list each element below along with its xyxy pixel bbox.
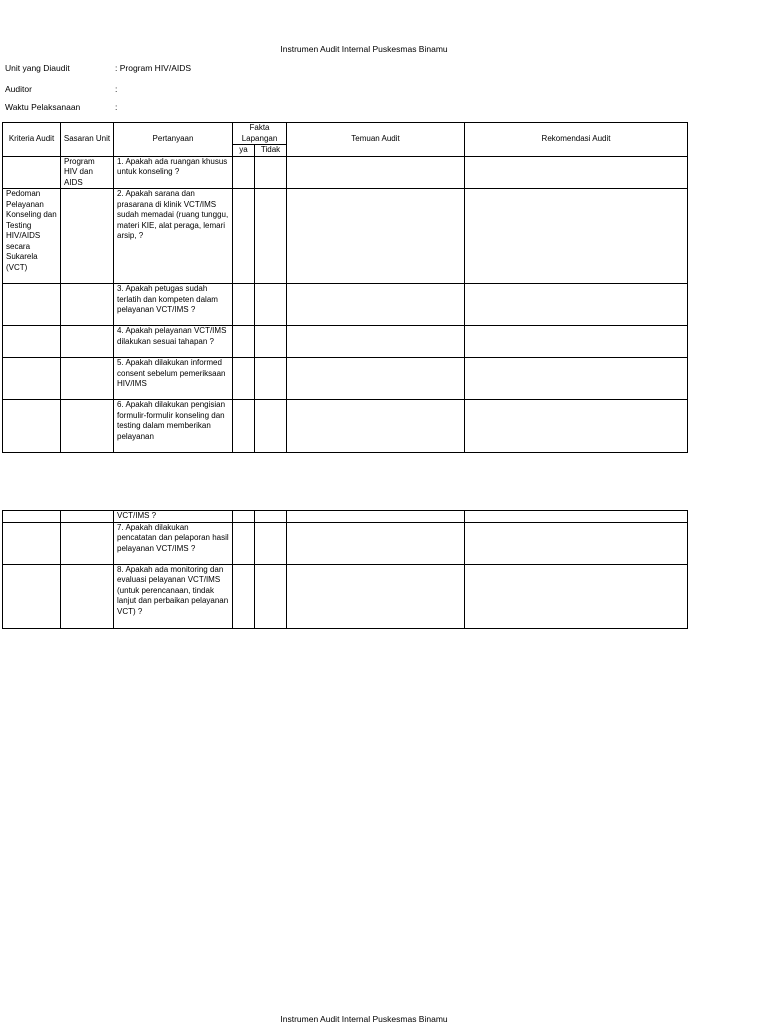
header-fakta: Fakta Lapangan: [233, 123, 287, 145]
cell-pertanyaan: 2. Apakah sarana dan prasarana di klinik VCT/IMS sudah memadai (ruang tunggu, materi KIE, alat peraga, lemari arsip, ?: [114, 189, 233, 284]
cell-temuan[interactable]: [287, 522, 465, 564]
table-row: [3, 284, 688, 326]
cell-rekomendasi[interactable]: [465, 564, 688, 628]
cell-ya[interactable]: [233, 189, 255, 284]
cell-rekomendasi[interactable]: [465, 400, 688, 453]
cell-tidak[interactable]: [255, 326, 287, 358]
cell-temuan[interactable]: [287, 189, 465, 284]
cell-kriteria: [3, 400, 61, 453]
cell-temuan[interactable]: [287, 284, 465, 326]
cell-temuan[interactable]: [287, 511, 465, 523]
cell-ya[interactable]: [233, 284, 255, 326]
cell-ya[interactable]: [233, 358, 255, 400]
cell-ya[interactable]: [233, 326, 255, 358]
cell-rekomendasi[interactable]: [465, 189, 688, 284]
table-row: [3, 522, 688, 564]
header-rekomendasi: Rekomendasi Audit: [465, 123, 688, 157]
table-row: [3, 511, 688, 523]
cell-rekomendasi[interactable]: [465, 284, 688, 326]
cell-pertanyaan: 8. Apakah ada monitoring dan evaluasi pelayanan VCT/IMS (untuk perencanaan, tindak lanjut dan perbaikan pelayanan VCT) ?: [114, 564, 233, 628]
cell-tidak[interactable]: [255, 564, 287, 628]
cell-ya[interactable]: [233, 522, 255, 564]
cell-kriteria: [3, 511, 61, 523]
cell-tidak[interactable]: [255, 189, 287, 284]
cell-ya[interactable]: [233, 564, 255, 628]
cell-tidak[interactable]: [255, 400, 287, 453]
audit-table-continued: [2, 510, 688, 629]
cell-sasaran: [61, 326, 114, 358]
cell-sasaran: [61, 564, 114, 628]
cell-pertanyaan: 5. Apakah dilakukan informed consent sebelum pemeriksaan HIV/IMS: [114, 358, 233, 400]
cell-temuan[interactable]: [287, 156, 465, 189]
meta-waktu-value: :: [115, 102, 118, 112]
meta-auditor-label: Auditor: [5, 84, 32, 94]
cell-rekomendasi[interactable]: [465, 326, 688, 358]
cell-pertanyaan: VCT/IMS ?: [114, 511, 233, 523]
header-kriteria: Kriteria Audit: [3, 123, 61, 157]
cell-pertanyaan: 4. Apakah pelayanan VCT/IMS dilakukan sesuai tahapan ?: [114, 326, 233, 358]
cell-tidak[interactable]: [255, 156, 287, 189]
cell-kriteria: Pedoman Pelayanan Konseling dan Testing HIV/AIDS secara Sukarela (VCT): [3, 189, 61, 284]
cell-rekomendasi[interactable]: [465, 522, 688, 564]
cell-pertanyaan: 3. Apakah petugas sudah terlatih dan kompeten dalam pelayanan VCT/IMS ?: [114, 284, 233, 326]
table-row: [3, 564, 688, 628]
cell-pertanyaan: 7. Apakah dilakukan pencatatan dan pelaporan hasil pelayanan VCT/IMS ?: [114, 522, 233, 564]
audit-table: [2, 122, 688, 453]
table-row: [3, 400, 688, 453]
cell-pertanyaan: 1. Apakah ada ruangan khusus untuk konseling ?: [114, 156, 233, 189]
cell-tidak[interactable]: [255, 511, 287, 523]
meta-waktu-label: Waktu Pelaksanaan: [5, 102, 81, 112]
header-tidak: Tidak: [255, 145, 287, 157]
header-row-top: [3, 123, 688, 145]
cell-tidak[interactable]: [255, 284, 287, 326]
cell-sasaran: [61, 284, 114, 326]
header-ya: ya: [233, 145, 255, 157]
cell-rekomendasi[interactable]: [465, 511, 688, 523]
cell-sasaran: [61, 511, 114, 523]
table-row: [3, 326, 688, 358]
cell-rekomendasi[interactable]: [465, 358, 688, 400]
cell-ya[interactable]: [233, 156, 255, 189]
table-row: [3, 156, 688, 189]
header-sasaran: Sasaran Unit: [61, 123, 114, 157]
cell-tidak[interactable]: [255, 522, 287, 564]
table-row: [3, 358, 688, 400]
cell-kriteria: [3, 564, 61, 628]
cell-sasaran: [61, 189, 114, 284]
cell-kriteria: [3, 284, 61, 326]
cell-sasaran: [61, 358, 114, 400]
cell-sasaran: [61, 522, 114, 564]
table-row: [3, 189, 688, 284]
cell-kriteria: [3, 156, 61, 189]
cell-temuan[interactable]: [287, 326, 465, 358]
cell-temuan[interactable]: [287, 400, 465, 453]
cell-sasaran: [61, 400, 114, 453]
cell-kriteria: [3, 522, 61, 564]
cell-rekomendasi[interactable]: [465, 156, 688, 189]
cell-sasaran: Program HIV dan AIDS: [61, 156, 114, 189]
meta-unit-value: : Program HIV/AIDS: [115, 63, 192, 73]
cell-pertanyaan: 6. Apakah dilakukan pengisian formulir-formulir konseling dan testing dalam memberikan pelayanan: [114, 400, 233, 453]
document-title: Instrumen Audit Internal Puskesmas Binamu: [280, 44, 448, 54]
cell-temuan[interactable]: [287, 564, 465, 628]
header-pertanyaan: Pertanyaan: [114, 123, 233, 157]
cell-temuan[interactable]: [287, 358, 465, 400]
cell-ya[interactable]: [233, 511, 255, 523]
cell-tidak[interactable]: [255, 358, 287, 400]
cell-kriteria: [3, 326, 61, 358]
cell-ya[interactable]: [233, 400, 255, 453]
meta-unit-label: Unit yang Diaudit: [5, 63, 70, 73]
cell-kriteria: [3, 358, 61, 400]
meta-auditor-value: :: [115, 84, 118, 94]
footer-document-title: Instrumen Audit Internal Puskesmas Binamu: [280, 1014, 448, 1024]
header-temuan: Temuan Audit: [287, 123, 465, 157]
